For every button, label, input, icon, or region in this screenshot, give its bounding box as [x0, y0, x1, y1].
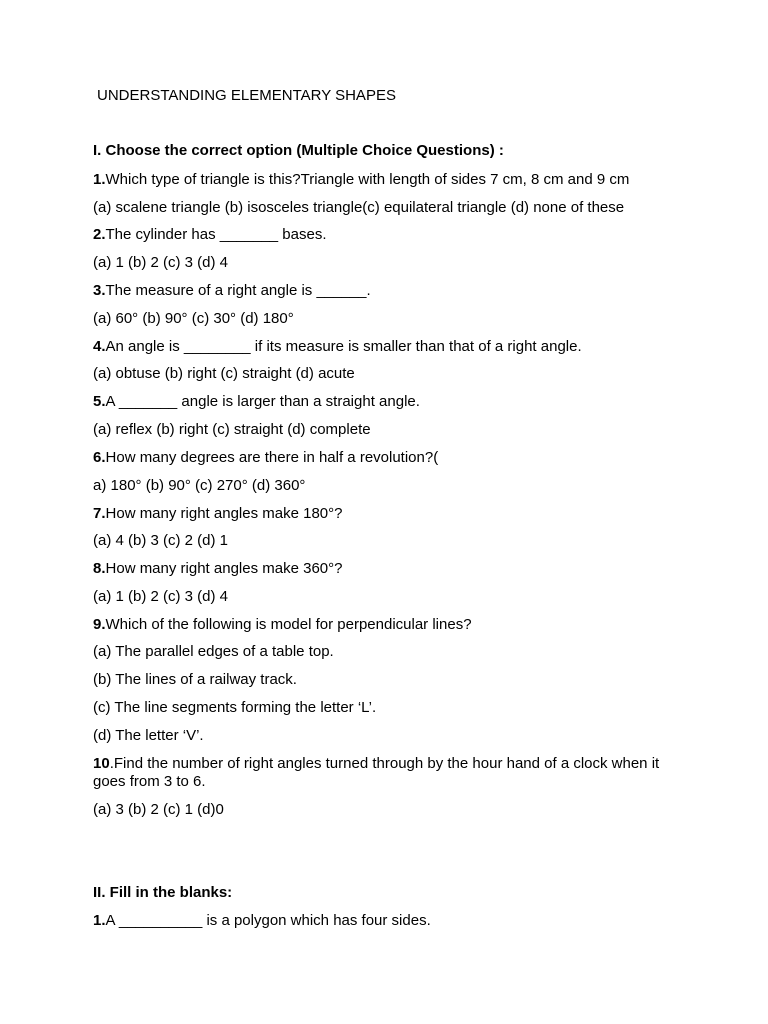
question-2: [93, 226, 327, 244]
question-6-options: a) 180° (b) 90° (c) 270° (d) 360°: [93, 477, 306, 494]
question-text: Which type of triangle is this?Triangle with length of sides 7 cm, 8 cm and 9 cm: [105, 171, 630, 188]
question-6: [93, 449, 438, 467]
question-10-options: (a) 3 (b) 2 (c) 1 (d)0: [93, 801, 224, 818]
question-5: [93, 393, 420, 411]
question-9-option-b: (b) The lines of a railway track.: [93, 671, 297, 688]
question-7: [93, 505, 342, 523]
question-1: [93, 171, 629, 189]
question-1-options: (a) scalene triangle (b) isosceles triangle(c) equilateral triangle (d) none of these: [93, 199, 625, 216]
question-number: 5.: [93, 393, 106, 410]
question-text: A _______ angle is larger than a straight angle.: [105, 393, 420, 410]
section-1-heading: I. Choose the correct option (Multiple Choice Questions) :: [93, 142, 504, 159]
question-9-option-c: (c) The line segments forming the letter ‘L’.: [93, 699, 377, 716]
question-number: 1.: [93, 171, 106, 188]
question-8-options: (a) 1 (b) 2 (c) 3 (d) 4: [93, 588, 229, 605]
question-10: [93, 755, 683, 791]
question-number: 9.: [93, 616, 106, 633]
question-4-options: (a) obtuse (b) right (c) straight (d) acute: [93, 365, 355, 382]
question-3: [93, 282, 371, 300]
question-number: 4.: [93, 338, 106, 355]
question-text: Which of the following is model for perpendicular lines?: [105, 616, 472, 633]
question-9-option-a: (a) The parallel edges of a table top.: [93, 643, 334, 660]
question-text: An angle is ________ if its measure is smaller than that of a right angle.: [105, 338, 582, 355]
question-number: 6.: [93, 449, 106, 466]
question-text: The cylinder has _______ bases.: [105, 226, 327, 243]
section-2-heading: II. Fill in the blanks:: [93, 884, 233, 901]
question-number: 8.: [93, 560, 106, 577]
question-number: 3.: [93, 282, 106, 299]
question-text: .Find the number of right angles turned through by the hour hand of a clock when it goes from 3 to 6.: [93, 755, 660, 790]
question-2-options: (a) 1 (b) 2 (c) 3 (d) 4: [93, 254, 229, 271]
question-text: A __________ is a polygon which has four sides.: [105, 912, 431, 929]
question-text: The measure of a right angle is ______.: [105, 282, 371, 299]
question-number: 2.: [93, 226, 106, 243]
question-text: How many degrees are there in half a revolution?(: [105, 449, 439, 466]
question-9-option-d: (d) The letter ‘V’.: [93, 727, 204, 744]
fill-blank-1: [93, 912, 431, 930]
question-9: [93, 616, 472, 634]
question-5-options: (a) reflex (b) right (c) straight (d) complete: [93, 421, 371, 438]
question-text: How many right angles make 360°?: [105, 560, 343, 577]
question-3-options: (a) 60° (b) 90° (c) 30° (d) 180°: [93, 310, 294, 327]
question-number: 7.: [93, 505, 106, 522]
question-4: [93, 338, 582, 356]
document-title: UNDERSTANDING ELEMENTARY SHAPES: [97, 87, 396, 104]
question-8: [93, 560, 342, 578]
question-number: 1.: [93, 912, 106, 929]
question-7-options: (a) 4 (b) 3 (c) 2 (d) 1: [93, 532, 229, 549]
question-number: 10: [93, 755, 110, 772]
question-text: How many right angles make 180°?: [105, 505, 343, 522]
